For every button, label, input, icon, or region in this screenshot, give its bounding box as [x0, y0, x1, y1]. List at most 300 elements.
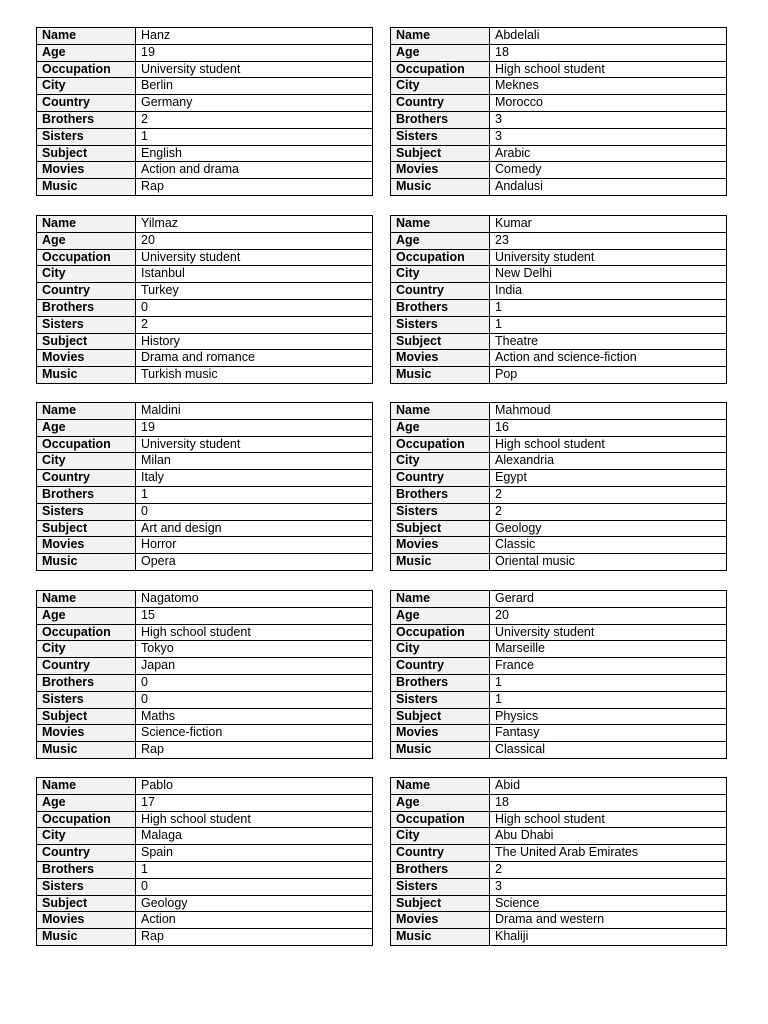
field-value-city: Berlin [136, 78, 373, 95]
field-label-music: Music [37, 742, 136, 759]
field-label-music: Music [391, 554, 490, 571]
profile-row [37, 453, 373, 470]
field-label-occupation: Occupation [37, 624, 136, 641]
profile-row [391, 333, 727, 350]
profile-row [37, 845, 373, 862]
field-label-music: Music [391, 929, 490, 946]
profile-row [391, 674, 727, 691]
field-value-occupation: High school student [490, 61, 727, 78]
field-value-subject: History [136, 333, 373, 350]
profile-row [37, 78, 373, 95]
field-label-music: Music [391, 367, 490, 384]
profile-card [36, 777, 373, 946]
profile-card [36, 590, 373, 759]
field-value-country: Spain [136, 845, 373, 862]
field-value-city: New Delhi [490, 266, 727, 283]
field-value-age: 23 [490, 232, 727, 249]
profile-row [37, 403, 373, 420]
field-value-movies: Drama and romance [136, 350, 373, 367]
field-label-movies: Movies [37, 725, 136, 742]
field-label-music: Music [391, 742, 490, 759]
field-value-movies: Action [136, 912, 373, 929]
profile-row [391, 912, 727, 929]
field-label-sisters: Sisters [391, 128, 490, 145]
field-label-brothers: Brothers [391, 861, 490, 878]
profile-card [36, 27, 373, 196]
field-value-brothers: 1 [136, 486, 373, 503]
field-value-sisters: 1 [136, 128, 373, 145]
profile-row [37, 436, 373, 453]
profile-row [391, 591, 727, 608]
field-value-music: Khaliji [490, 929, 727, 946]
profile-card [390, 402, 727, 571]
field-label-sisters: Sisters [37, 128, 136, 145]
field-label-sisters: Sisters [391, 503, 490, 520]
profile-row [37, 128, 373, 145]
field-value-music: Rap [136, 929, 373, 946]
field-label-sisters: Sisters [391, 878, 490, 895]
profile-row [391, 266, 727, 283]
profile-row [37, 486, 373, 503]
field-label-subject: Subject [37, 708, 136, 725]
field-value-name: Yilmaz [136, 216, 373, 233]
field-value-occupation: University student [136, 436, 373, 453]
profile-row [391, 216, 727, 233]
field-label-country: Country [37, 95, 136, 112]
field-label-movies: Movies [391, 162, 490, 179]
profile-row [37, 828, 373, 845]
field-label-brothers: Brothers [391, 486, 490, 503]
field-label-sisters: Sisters [37, 503, 136, 520]
field-value-movies: Fantasy [490, 725, 727, 742]
field-label-subject: Subject [391, 333, 490, 350]
field-value-age: 15 [136, 607, 373, 624]
field-value-brothers: 0 [136, 674, 373, 691]
profile-row [391, 232, 727, 249]
profile-row [37, 861, 373, 878]
profile-row [391, 299, 727, 316]
field-label-brothers: Brothers [391, 299, 490, 316]
profile-row [37, 266, 373, 283]
field-label-country: Country [391, 95, 490, 112]
field-label-age: Age [37, 232, 136, 249]
profile-row [37, 794, 373, 811]
profile-row [37, 811, 373, 828]
field-label-country: Country [391, 470, 490, 487]
field-value-sisters: 1 [490, 691, 727, 708]
field-label-name: Name [37, 28, 136, 45]
field-label-age: Age [391, 44, 490, 61]
profile-row [391, 367, 727, 384]
field-label-movies: Movies [391, 912, 490, 929]
field-value-music: Rap [136, 742, 373, 759]
profile-row [37, 674, 373, 691]
profile-row [37, 162, 373, 179]
field-label-subject: Subject [391, 520, 490, 537]
profile-row [391, 162, 727, 179]
field-label-brothers: Brothers [391, 111, 490, 128]
field-value-sisters: 0 [136, 503, 373, 520]
field-value-city: Marseille [490, 641, 727, 658]
field-value-brothers: 1 [490, 674, 727, 691]
field-label-movies: Movies [391, 350, 490, 367]
field-value-city: Meknes [490, 78, 727, 95]
profile-row [391, 179, 727, 196]
profile-row [391, 436, 727, 453]
field-value-music: Rap [136, 179, 373, 196]
field-label-occupation: Occupation [391, 624, 490, 641]
profile-row [37, 419, 373, 436]
field-value-name: Pablo [136, 778, 373, 795]
profile-row [37, 641, 373, 658]
field-value-music: Classical [490, 742, 727, 759]
field-label-brothers: Brothers [37, 861, 136, 878]
field-value-occupation: High school student [136, 624, 373, 641]
profile-row [391, 861, 727, 878]
profile-row [37, 520, 373, 537]
profile-row [37, 61, 373, 78]
field-value-movies: Comedy [490, 162, 727, 179]
field-value-occupation: University student [490, 624, 727, 641]
profile-row [37, 470, 373, 487]
field-value-age: 19 [136, 419, 373, 436]
profile-row [391, 624, 727, 641]
field-label-name: Name [37, 216, 136, 233]
field-value-movies: Action and drama [136, 162, 373, 179]
profile-row [391, 145, 727, 162]
field-label-subject: Subject [37, 520, 136, 537]
field-value-sisters: 3 [490, 878, 727, 895]
field-value-name: Gerard [490, 591, 727, 608]
profile-row [37, 503, 373, 520]
profile-row [391, 111, 727, 128]
profile-row [37, 725, 373, 742]
field-label-city: City [37, 828, 136, 845]
field-value-subject: Art and design [136, 520, 373, 537]
field-value-subject: Physics [490, 708, 727, 725]
field-value-country: Italy [136, 470, 373, 487]
field-label-city: City [391, 266, 490, 283]
field-value-occupation: High school student [490, 811, 727, 828]
field-value-sisters: 0 [136, 691, 373, 708]
field-label-city: City [37, 78, 136, 95]
field-label-subject: Subject [391, 708, 490, 725]
field-value-country: Japan [136, 658, 373, 675]
profile-row [391, 453, 727, 470]
profile-row [37, 111, 373, 128]
field-label-movies: Movies [37, 350, 136, 367]
profile-row [37, 742, 373, 759]
profile-row [37, 316, 373, 333]
field-label-occupation: Occupation [37, 61, 136, 78]
profile-row [391, 691, 727, 708]
field-label-occupation: Occupation [37, 811, 136, 828]
field-label-city: City [391, 828, 490, 845]
profile-row [391, 725, 727, 742]
profile-row [391, 658, 727, 675]
field-label-brothers: Brothers [391, 674, 490, 691]
field-value-name: Abdelali [490, 28, 727, 45]
profile-row [37, 44, 373, 61]
field-value-movies: Classic [490, 537, 727, 554]
field-value-movies: Science-fiction [136, 725, 373, 742]
field-label-country: Country [37, 283, 136, 300]
field-label-occupation: Occupation [391, 436, 490, 453]
field-value-age: 16 [490, 419, 727, 436]
field-value-city: Alexandria [490, 453, 727, 470]
field-value-name: Mahmoud [490, 403, 727, 420]
field-value-brothers: 0 [136, 299, 373, 316]
field-value-brothers: 3 [490, 111, 727, 128]
profile-row [391, 470, 727, 487]
field-label-name: Name [391, 403, 490, 420]
profile-row [391, 878, 727, 895]
field-value-country: Germany [136, 95, 373, 112]
field-label-age: Age [37, 794, 136, 811]
field-label-brothers: Brothers [37, 674, 136, 691]
field-label-music: Music [37, 929, 136, 946]
field-label-city: City [391, 641, 490, 658]
field-label-age: Age [37, 419, 136, 436]
field-label-name: Name [391, 216, 490, 233]
field-value-brothers: 1 [136, 861, 373, 878]
profile-row [391, 61, 727, 78]
field-value-subject: Geology [490, 520, 727, 537]
profile-row [391, 794, 727, 811]
field-label-sisters: Sisters [391, 691, 490, 708]
field-value-movies: Drama and western [490, 912, 727, 929]
profile-row [391, 283, 727, 300]
field-value-age: 19 [136, 44, 373, 61]
field-label-age: Age [37, 607, 136, 624]
field-label-name: Name [391, 591, 490, 608]
field-value-name: Kumar [490, 216, 727, 233]
field-value-subject: Science [490, 895, 727, 912]
profile-row [37, 95, 373, 112]
field-label-subject: Subject [37, 895, 136, 912]
field-value-occupation: University student [490, 249, 727, 266]
profile-row [391, 28, 727, 45]
profile-row [391, 537, 727, 554]
profile-row [391, 403, 727, 420]
field-value-city: Malaga [136, 828, 373, 845]
field-label-name: Name [391, 28, 490, 45]
profile-row [391, 742, 727, 759]
field-value-country: France [490, 658, 727, 675]
profile-row [37, 658, 373, 675]
field-value-occupation: University student [136, 249, 373, 266]
profile-row [37, 929, 373, 946]
field-value-country: India [490, 283, 727, 300]
field-value-subject: Theatre [490, 333, 727, 350]
field-label-country: Country [37, 470, 136, 487]
profile-row [37, 283, 373, 300]
profile-row [37, 249, 373, 266]
field-value-movies: Horror [136, 537, 373, 554]
profile-row [37, 591, 373, 608]
field-value-sisters: 2 [136, 316, 373, 333]
field-label-brothers: Brothers [37, 486, 136, 503]
profile-row [37, 624, 373, 641]
field-value-brothers: 1 [490, 299, 727, 316]
field-value-occupation: High school student [136, 811, 373, 828]
field-label-brothers: Brothers [37, 111, 136, 128]
field-value-music: Oriental music [490, 554, 727, 571]
profile-row [391, 554, 727, 571]
field-label-subject: Subject [37, 145, 136, 162]
field-label-subject: Subject [37, 333, 136, 350]
profile-row [37, 895, 373, 912]
field-value-name: Nagatomo [136, 591, 373, 608]
profile-row [37, 708, 373, 725]
field-label-occupation: Occupation [391, 811, 490, 828]
field-label-name: Name [37, 591, 136, 608]
field-value-country: Egypt [490, 470, 727, 487]
field-label-music: Music [37, 367, 136, 384]
field-value-sisters: 1 [490, 316, 727, 333]
field-label-occupation: Occupation [391, 61, 490, 78]
profile-card [390, 777, 727, 946]
profile-row [391, 316, 727, 333]
field-label-city: City [391, 78, 490, 95]
field-label-subject: Subject [391, 145, 490, 162]
field-value-subject: Arabic [490, 145, 727, 162]
profile-row [391, 44, 727, 61]
profile-card [390, 590, 727, 759]
field-label-city: City [37, 453, 136, 470]
profile-row [391, 708, 727, 725]
field-label-country: Country [391, 845, 490, 862]
profile-row [391, 128, 727, 145]
field-label-movies: Movies [391, 537, 490, 554]
field-label-sisters: Sisters [37, 878, 136, 895]
field-value-occupation: High school student [490, 436, 727, 453]
profile-row [391, 419, 727, 436]
profile-row [391, 503, 727, 520]
profile-row [37, 912, 373, 929]
field-value-age: 20 [490, 607, 727, 624]
field-value-subject: Maths [136, 708, 373, 725]
profile-row [391, 520, 727, 537]
field-label-sisters: Sisters [37, 316, 136, 333]
field-label-age: Age [37, 44, 136, 61]
profile-row [37, 537, 373, 554]
field-value-city: Tokyo [136, 641, 373, 658]
profile-row [37, 179, 373, 196]
field-label-age: Age [391, 794, 490, 811]
field-label-occupation: Occupation [37, 249, 136, 266]
field-value-brothers: 2 [136, 111, 373, 128]
field-value-name: Hanz [136, 28, 373, 45]
profile-row [37, 878, 373, 895]
profile-row [391, 811, 727, 828]
field-value-brothers: 2 [490, 861, 727, 878]
field-value-music: Turkish music [136, 367, 373, 384]
field-label-music: Music [391, 179, 490, 196]
profile-row [37, 554, 373, 571]
profile-card [36, 215, 373, 384]
field-label-country: Country [391, 283, 490, 300]
profile-row [391, 895, 727, 912]
field-value-occupation: University student [136, 61, 373, 78]
profile-row [391, 486, 727, 503]
field-value-age: 20 [136, 232, 373, 249]
field-value-city: Milan [136, 453, 373, 470]
field-label-age: Age [391, 419, 490, 436]
field-value-sisters: 0 [136, 878, 373, 895]
field-label-subject: Subject [391, 895, 490, 912]
field-label-age: Age [391, 232, 490, 249]
field-value-brothers: 2 [490, 486, 727, 503]
profile-card [390, 215, 727, 384]
profile-row [37, 367, 373, 384]
field-value-name: Abid [490, 778, 727, 795]
field-value-subject: Geology [136, 895, 373, 912]
field-value-sisters: 3 [490, 128, 727, 145]
profile-row [391, 778, 727, 795]
profile-row [37, 299, 373, 316]
field-label-country: Country [37, 845, 136, 862]
profile-card [390, 27, 727, 196]
field-label-name: Name [37, 778, 136, 795]
field-label-movies: Movies [37, 912, 136, 929]
field-label-city: City [391, 453, 490, 470]
field-value-age: 17 [136, 794, 373, 811]
profile-row [391, 845, 727, 862]
field-value-country: The United Arab Emirates [490, 845, 727, 862]
profile-row [391, 95, 727, 112]
profile-row [37, 28, 373, 45]
profile-row [391, 929, 727, 946]
profile-row [37, 778, 373, 795]
field-label-name: Name [37, 403, 136, 420]
field-label-sisters: Sisters [391, 316, 490, 333]
profile-row [37, 145, 373, 162]
profile-row [37, 232, 373, 249]
profile-row [391, 828, 727, 845]
field-label-movies: Movies [391, 725, 490, 742]
field-label-city: City [37, 266, 136, 283]
field-label-music: Music [37, 554, 136, 571]
field-value-movies: Action and science-fiction [490, 350, 727, 367]
field-label-age: Age [391, 607, 490, 624]
profile-row [391, 350, 727, 367]
profile-row [37, 607, 373, 624]
profile-row [391, 249, 727, 266]
field-label-occupation: Occupation [37, 436, 136, 453]
field-value-subject: English [136, 145, 373, 162]
profile-card [36, 402, 373, 571]
profile-row [391, 607, 727, 624]
field-label-music: Music [37, 179, 136, 196]
field-value-age: 18 [490, 794, 727, 811]
field-label-country: Country [37, 658, 136, 675]
profile-row [37, 216, 373, 233]
field-value-music: Pop [490, 367, 727, 384]
field-value-music: Opera [136, 554, 373, 571]
field-label-movies: Movies [37, 537, 136, 554]
field-label-sisters: Sisters [37, 691, 136, 708]
field-label-country: Country [391, 658, 490, 675]
field-label-movies: Movies [37, 162, 136, 179]
field-label-brothers: Brothers [37, 299, 136, 316]
profile-row [37, 350, 373, 367]
field-value-name: Maldini [136, 403, 373, 420]
profile-row [391, 78, 727, 95]
field-label-name: Name [391, 778, 490, 795]
field-value-sisters: 2 [490, 503, 727, 520]
field-value-city: Istanbul [136, 266, 373, 283]
